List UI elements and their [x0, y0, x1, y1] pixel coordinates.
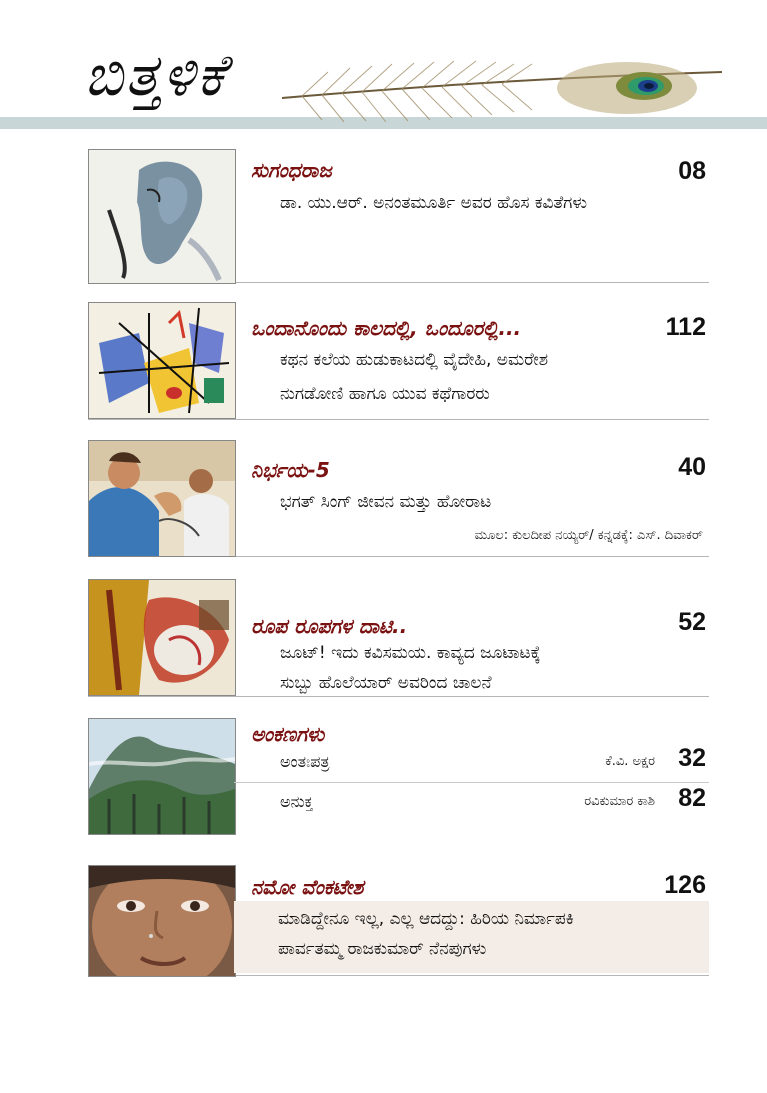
entry-credit: ಮೂಲ: ಕುಲದೀಪ ನಯ್ಯರ್/ ಕನ್ನಡಕ್ಕೆ: ಎಸ್. ದಿವಾಕರ್: [474, 528, 703, 543]
columns-title: ಅಂಕಣಗಳು: [251, 722, 325, 746]
column-page-number: 82: [678, 784, 706, 812]
entry-description: ನುಗಡೋಣಿ ಹಾಗೂ ಯುವ ಕಥೆಗಾರರು: [280, 384, 490, 404]
entry-description: ಡಾ. ಯು.ಆರ್. ಅನಂತಮೂರ್ತಿ ಅವರ ಹೊಸ ಕವಿತೆಗಳು: [280, 193, 588, 213]
entry-page-number: 126: [664, 871, 706, 899]
entry-page-number: 40: [678, 453, 706, 481]
entry-description: ಪಾರ್ವತಮ್ಮ ರಾಜಕುಮಾರ್ ನೆನಪುಗಳು: [278, 939, 487, 959]
column-name[interactable]: ಅಂತಃಪತ್ರ: [280, 752, 330, 771]
toc-entry[interactable]: [88, 149, 709, 283]
column-author: ಕೆ.ವಿ. ಅಕ್ಷರ: [605, 754, 655, 769]
page-title: ಬಿತ್ತಳಿಕೆ: [84, 41, 227, 109]
entry-thumbnail: [88, 865, 236, 977]
entry-page-number: 52: [678, 608, 706, 636]
entry-title[interactable]: ನಿರ್ಭಯ-5: [251, 458, 330, 482]
toc-entry[interactable]: [88, 302, 709, 420]
entry-title[interactable]: ನಮೋ ವೆಂಕಟೇಶ: [251, 875, 364, 899]
entry-thumbnail: [88, 718, 236, 835]
column-item[interactable]: [234, 742, 709, 783]
entry-description: ಕಥನ ಕಲೆಯ ಹುಡುಕಾಟದಲ್ಲಿ ವೈದೇಹಿ, ಅಮರೇಶ: [280, 350, 549, 370]
toc-entry[interactable]: [88, 579, 709, 697]
entry-description: ಭಗತ್ ಸಿಂಗ್ ಜೀವನ ಮತ್ತು ಹೋರಾಟ: [280, 492, 492, 512]
column-name[interactable]: ಅನುಕ್ತ: [280, 792, 314, 811]
entry-thumbnail: [88, 149, 236, 284]
entry-title[interactable]: ಒಂದಾನೊಂದು ಕಾಲದಲ್ಲಿ, ಒಂದೂರಲ್ಲಿ...: [251, 316, 522, 340]
entry-page-number: 112: [665, 313, 706, 341]
entry-thumbnail: [88, 440, 236, 557]
entry-description: ಮಾಡಿದ್ದೇನೂ ಇಲ್ಲ, ಎಲ್ಲ ಆದದ್ದು: ಹಿರಿಯ ನಿರ್ಮಾಪಕಿ: [278, 909, 574, 929]
column-page-number: 32: [678, 744, 706, 772]
toc-entry[interactable]: [88, 440, 709, 557]
entry-description: ಜೂಟ್! ಇದು ಕವಿಸಮಯ. ಕಾವ್ಯದ ಜೂಟಾಟಕ್ಕೆ: [280, 643, 541, 663]
column-item[interactable]: [234, 782, 709, 822]
entry-title[interactable]: ರೂಪ ರೂಪಗಳ ದಾಟಿ..: [251, 614, 408, 638]
entry-description: ಸುಬ್ಬು ಹೊಲೆಯಾರ್ ಅವರಿಂದ ಚಾಲನೆ: [280, 673, 492, 693]
column-author: ರವಿಕುಮಾರ ಕಾಶಿ: [584, 794, 655, 809]
columns-section: [88, 718, 709, 833]
entry-thumbnail: [88, 302, 236, 419]
entry-thumbnail: [88, 579, 236, 696]
peacock-feather-icon: [282, 58, 722, 128]
entry-title[interactable]: ಸುಗಂಧರಾಜ: [251, 158, 332, 182]
toc-entry[interactable]: [88, 865, 709, 976]
entry-page-number: 08: [678, 157, 706, 185]
